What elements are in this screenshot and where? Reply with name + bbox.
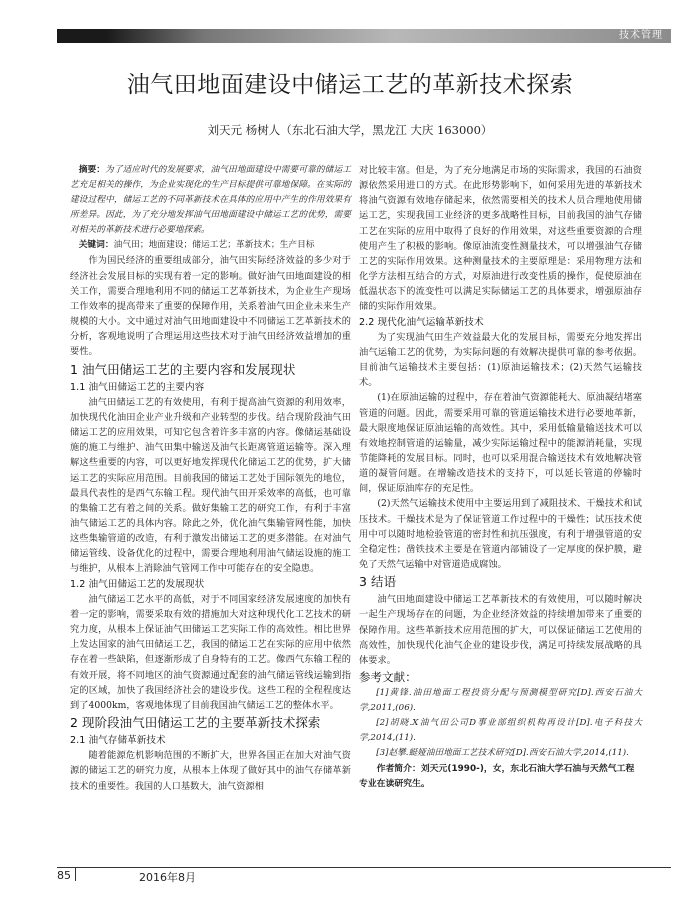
section-2-1-continued: 对比较丰富。但是，为了充分地满足市场的实际需求，我国的石油资源依然采用进口的方式。在此形势影响下，如何采用先进的革新技术将油气资源有效地存储起来，依然需要相关的技术人员合理地使用储运工艺，实现我国工业经济的更多战略性目标，目前我国的油气存储工艺在实际的应用中取得了良好的作用效果，对这些重要资源的合理使用产生了积极的影响。像原油流变性测量技术，可以增强油气存储工艺的实际作用效果。这种测量技术的主要原理是：采用物理方法和化学方法相互结合的方式，对原油进行改变性质的操作，促使原油在低温状态下的流变性可以满足实际储运工艺的具体要求，增强原油存储的实际作用效果。 xyxy=(359,165,642,313)
section-2-2-item-1: (1)在原油运输的过程中，存在着油气资源能耗大、原油凝结堵塞管道的问题。因此，需要采用可靠的管道运输技术进行必要地革新，最大限度地保证原油运输的高效性。其中，采用低输量输送技术可以有效地控制管道的运输量，减少实际运输过程中的能源消耗量，实现节能降耗的发展目标。同时，也可以采用混合输送技术有效地解决管道的凝管问题。在增输改造技术的支持下，可以延长管道的停输时间，保证原油库存的充足性。 xyxy=(359,392,642,495)
section-1-2-heading: 1.2 油气田储运工艺的发展现状 xyxy=(70,578,205,590)
section-label: 技术管理 xyxy=(619,30,663,41)
abstract-text: 为了适应时代的发展要求，油气田地面建设中需要可靠的储运工艺充足相关的操作，为企业实现化的生产目标提供可靠地保障。在实际的建设过程中，储运工艺的不同革新技术在具体的应用中产生的作用效果有所差异。因此，为了充分地发挥油气田地面建设中储运工艺的优势，需要对相关的革新技术进行必要地探索。 xyxy=(70,165,351,236)
section-2-1-heading: 2.1 油气存储革新技术 xyxy=(70,735,166,747)
footer-rule xyxy=(57,867,671,868)
abstract-label: 摘要： xyxy=(78,165,106,175)
article-title: 油气田地面建设中储运工艺的革新技术探索 xyxy=(126,72,574,98)
reference-item: [3]赵攀.蜓娅油田地面工艺技术研究[D].西安石油大学,2014,(11). xyxy=(376,748,629,759)
section-1-1-paragraph: 油气田储运工艺的有效使用，有利于提高油气资源的利用效率，加快现代化油田企业产业升级和产业转型的步伐。结合现阶段油气田储运工艺的应用效果，可知它包含着许多丰富的内容。像储运基础设施的施工与维护、油气田集中输送及油气长距离管道运输等。深入理解这些重要的内容，可以更好地发挥现代化储运工艺的优势，扩大储运工艺的实际应用范围。目前我国的储运工艺处于国际领先的地位，最具代表性的是西气东输工程。现代油气田开采效率的高低，也可靠的集输工艺有着之间的关系。做好集输工艺的研究工作，有利于丰富油气储运工艺的具体内容。除此之外，优化油气集输管网性能，加快这些集输管道的改造，有利于激发出储运工艺的更多潜能。在对油气储运管线、设备优化的过程中，需要合理地利用油气储运设施的施工与维护，从根本上消除油气管网工作中可能存在的安全隐患。 xyxy=(70,396,351,575)
keywords-text: 油气田；地面建设；储运工艺；革新技术；生产目标 xyxy=(113,240,315,251)
section-2-2-paragraph: 为了实现油气田生产效益最大化的发展目标，需要充分地发挥出油气运输工艺的优势，为实际问题的有效解决提供可靠的参考依据。目前油气运输技术主要包括：(1)原油运输技术；(2)天然气运输技术。 xyxy=(359,331,642,389)
section-1-heading: 1 油气田储运工艺的主要内容和发展现状 xyxy=(70,361,296,377)
issue-date: 2016年8月 xyxy=(139,871,196,884)
page-number: 85 xyxy=(57,869,71,882)
intro-paragraph: 作为国民经济的重要组成部分，油气田实际经济效益的多少对于经济社会发展目标的实现有着一定的影响。做好油气田地面建设的相关工作，需要合理地利用不同的储运工艺革新技术，为企业生产现场工作效率的提高带来了重要的保障作用，关系着油气田企业未来生产规模的大小。文中通过对油气田地面建设中不同储运工艺革新技术的分析，客观地说明了合理运用这些技术对于油气田经济效益增加的重要性。 xyxy=(70,255,351,358)
references-heading: 参考文献： xyxy=(359,670,417,685)
author-bio: 作者简介：刘天元(1990-)，女，东北石油大学石油与天然气工程专业在读研究生。 xyxy=(359,763,635,789)
section-2-heading: 2 现阶段油气田储运工艺的主要革新技术探索 xyxy=(70,715,321,731)
section-1-2-paragraph: 油气储运工艺水平的高低，对于不同国家经济发展速度的加快有着一定的影响，需要采取有效的措施加大对这种现代化工艺技术的研究力度，从根本上保证油气田储运工艺实际工作的高效性。相比世界上发达国家的油气田储运工艺，我国的储运工艺在实际的应用中依然存在着一些缺陷，但逐渐形成了自身特有的工艺。像西气东输工程的有效开展，将不同地区的油气资源通过配套的油气储运管线运输到指定的区域，加快了我国经济社会的建设步伐。这些工程的全程程度达到了4000km，客观地体现了目前我国油气储运工艺的整体水平。 xyxy=(70,593,351,711)
section-2-2-item-2: (2)天然气运输技术使用中主要运用到了减阻技术、干燥技术和试压技术。干燥技术是为了保证管道工作过程中的干燥性；试压技术使用中可以随时地检验管道的密封性和抗压强度，有利于增强管道的安全稳定性；凿铁技术主要是在管道内部铺设了一定厚度的保护膜，避免了天然气运输中对管道造成腐蚀。 xyxy=(359,498,642,571)
conclusion-paragraph: 油气田地面建设中储运工艺革新技术的有效使用，可以随时解决一起生产现场存在的问题，为企业经济效益的持续增加带来了重要的保障作用。这些革新技术应用范围的扩大，可以保证储运工艺使用的高效性，加快现代化油气企业的建设步伐，满足可持续发展战略的具体要求。 xyxy=(359,594,642,666)
abstract xyxy=(70,163,351,238)
section-2-2-heading: 2.2 现代化油气运输革新技术 xyxy=(359,316,484,328)
section-1-1-heading: 1.1 油气田储运工艺的主要内容 xyxy=(70,381,205,393)
footer-divider xyxy=(75,867,76,881)
header-bar xyxy=(57,29,671,43)
section-3-heading: 3 结语 xyxy=(359,574,397,590)
left-column xyxy=(70,163,351,794)
section-2-1-paragraph: 随着能源危机影响范围的不断扩大，世界各国正在加大对油气资源的储运工艺的研究力度，从根本上体现了做好其中的油气存储革新技术的重要性。我国的人口基数大，油气资源相 xyxy=(70,750,351,792)
keywords-label: 关键词： xyxy=(78,240,114,251)
reference-item: [1]黄锋.油田地面工程投资分配与预测模型研究[D].西安石油大学,2011,(06). xyxy=(359,688,642,714)
reference-item: [2]胡晓.X油气田公司D事业部组织机构再设计[D].电子科技大学,2014,(11). xyxy=(359,718,642,744)
keywords xyxy=(70,238,351,253)
right-column xyxy=(359,163,642,792)
article-authors: 刘天元 杨树人（东北石油大学，黑龙江 大庆 163000） xyxy=(207,123,493,137)
